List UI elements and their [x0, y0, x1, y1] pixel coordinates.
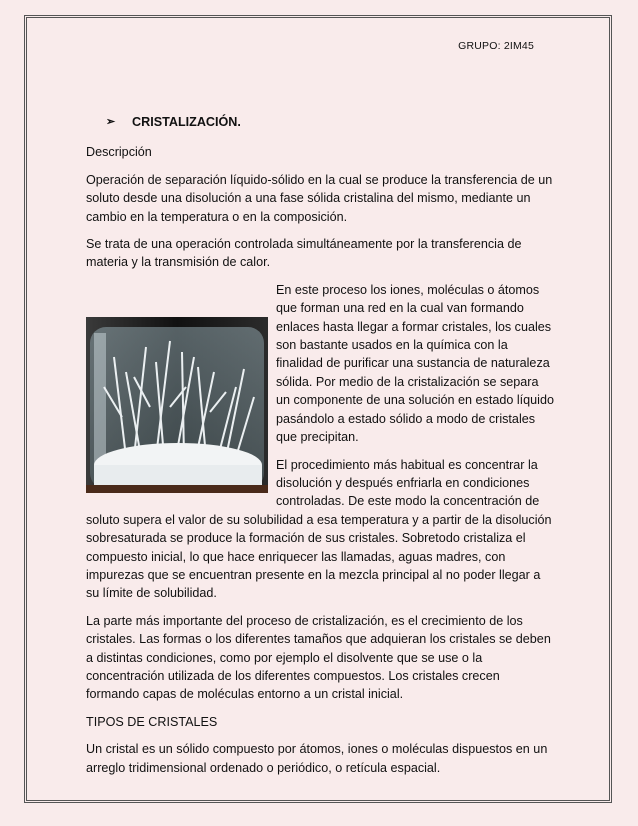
paragraph-procedure: El procedimiento más habitual es concentrar la disolución y después enfriarla en condiciones controladas. De este modo la concentración de soluto supera el valor de su solubilidad a esa temperatura y a partir de la disolución sobresaturada se produce la formación de sus cristales. Sobretodo cristaliza el compuesto inicial, lo que hace enriquecer las llamadas, aguas madres, con impurezas que se encuentran presente en la mezcla principal al no poder llegar a su límite de solubilidad. [86, 457, 552, 601]
document-body [86, 113, 554, 786]
paragraph-control: Se trata de una operación controlada simultáneamente por la transferencia de materia y la transmisión de calor. [86, 237, 522, 270]
wrapped-text-block [86, 281, 554, 603]
section-subtitle: Descripción [86, 145, 152, 160]
crystal-jar-image [86, 317, 268, 493]
section-heading [106, 113, 554, 131]
paragraph-process: En este proceso los iones, moléculas o átomos que forman una red en la cual van formando enlaces hasta llegar a formar cristales, los cuales son bastante usados en la química con la finalidad de purificar una sustancia de naturaleza sólida. Por medio de la cristalización se separa un componente de una solución en estado líquido pasándolo a estado sólido a modo de cristales que precipitan. [276, 282, 554, 445]
paragraph-growth: La parte más importante del proceso de cristalización, es el crecimiento de los cristales. Las formas o los diferentes tamaños que adquieran los cristales se deben a distintas condiciones, como por ejemplo el disolvente que se use o la concentración utilizada de los diferentes compuestos. Los cristales crecen formando capas de moléculas entorno a un cristal inicial. [86, 613, 551, 702]
section-title: CRISTALIZACIÓN. [132, 115, 241, 129]
arrow-bullet-icon: ➢ [106, 116, 116, 128]
paragraph-definition: Operación de separación líquido-sólido en la cual se produce la transferencia de un soluto desde una disolución a una fase sólida cristalina del mismo, mediante un cambio en la temperatura o en la composición. [86, 172, 553, 224]
paragraph-crystal-definition: Un cristal es un sólido compuesto por átomos, iones o moléculas dispuestos en un arreglo tridimensional ordenado o periódico, o retícula espacial. [86, 742, 548, 775]
types-heading: TIPOS DE CRISTALES [86, 714, 218, 729]
crystal-jar-icon [86, 317, 268, 493]
group-label: GRUPO: 2IM45 [458, 40, 534, 52]
